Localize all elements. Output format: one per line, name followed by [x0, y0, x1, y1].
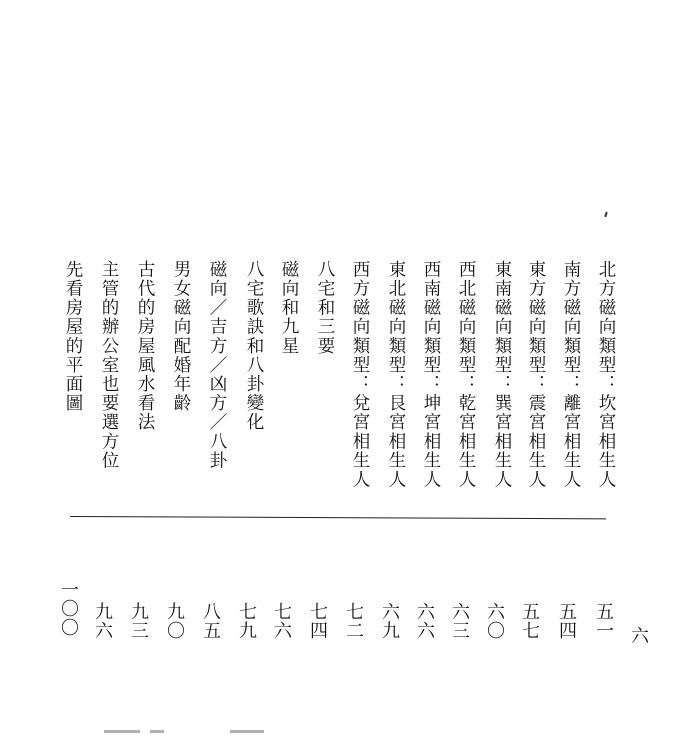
toc-entry-title: 東方磁向類型：震宮相生人 [526, 260, 546, 490]
toc-entry-page: 七六 [271, 602, 292, 640]
toc-entry-page: 六三 [449, 602, 470, 640]
toc-entry-title: 八宅歌訣和八卦變化 [244, 260, 264, 432]
toc-entry-title: 磁向和九星 [279, 260, 299, 356]
toc-entry-page: 五一 [593, 602, 614, 640]
toc-entry-page: 九三 [128, 602, 149, 640]
toc-entry-title: 磁向／吉方／凶方／八卦 [207, 260, 227, 471]
toc-entry-page: 六六 [414, 602, 435, 640]
toc-entry-title: 西方磁向類型：兌宮相生人 [350, 260, 370, 490]
toc-entry-title: 古代的房屋風水看法 [135, 260, 155, 432]
toc-entry-page: 五七 [519, 602, 540, 640]
toc-entry-title: 南方磁向類型：離宮相生人 [561, 260, 581, 490]
toc-entry-title: 主管的辦公室也要選方位 [99, 260, 119, 471]
toc-entry-page: 五四 [556, 602, 577, 640]
toc-entry-title: 西南磁向類型：坤宮相生人 [421, 260, 441, 490]
toc-entry-page: 九六 [92, 602, 113, 640]
toc-entry-page: 七四 [307, 602, 328, 640]
toc-entry-title: 先看房屋的平面圖 [63, 260, 83, 413]
scan-smudge [230, 730, 264, 733]
toc-entry-title: 東南磁向類型：巽宮相生人 [492, 260, 512, 490]
toc-entry-page: 七九 [236, 602, 257, 640]
toc-entry-page: 九〇 [164, 602, 185, 640]
toc-entry-page: 八五 [200, 602, 221, 640]
toc-entry-title: 八宅和三要 [315, 260, 335, 356]
toc-entry-page: 七二 [343, 602, 364, 640]
toc-entry-page: 六〇 [484, 602, 505, 640]
toc-entry-title: 東北磁向類型：艮宮相生人 [386, 260, 406, 490]
toc-entry-title: 北方磁向類型：坎宮相生人 [596, 260, 616, 490]
scan-smudge [104, 730, 140, 733]
divider-line [70, 516, 606, 519]
toc-entry-page: 六九 [379, 602, 400, 640]
scan-smudge [150, 730, 164, 733]
scan-speck [604, 212, 608, 217]
toc-entry-page: 一〇〇 [58, 580, 79, 637]
toc-entry-title: 男女磁向配婚年齡 [171, 260, 191, 413]
toc-entry-title: 西北磁向類型：乾宮相生人 [456, 260, 476, 490]
folio-page-number: 六 [628, 626, 649, 645]
